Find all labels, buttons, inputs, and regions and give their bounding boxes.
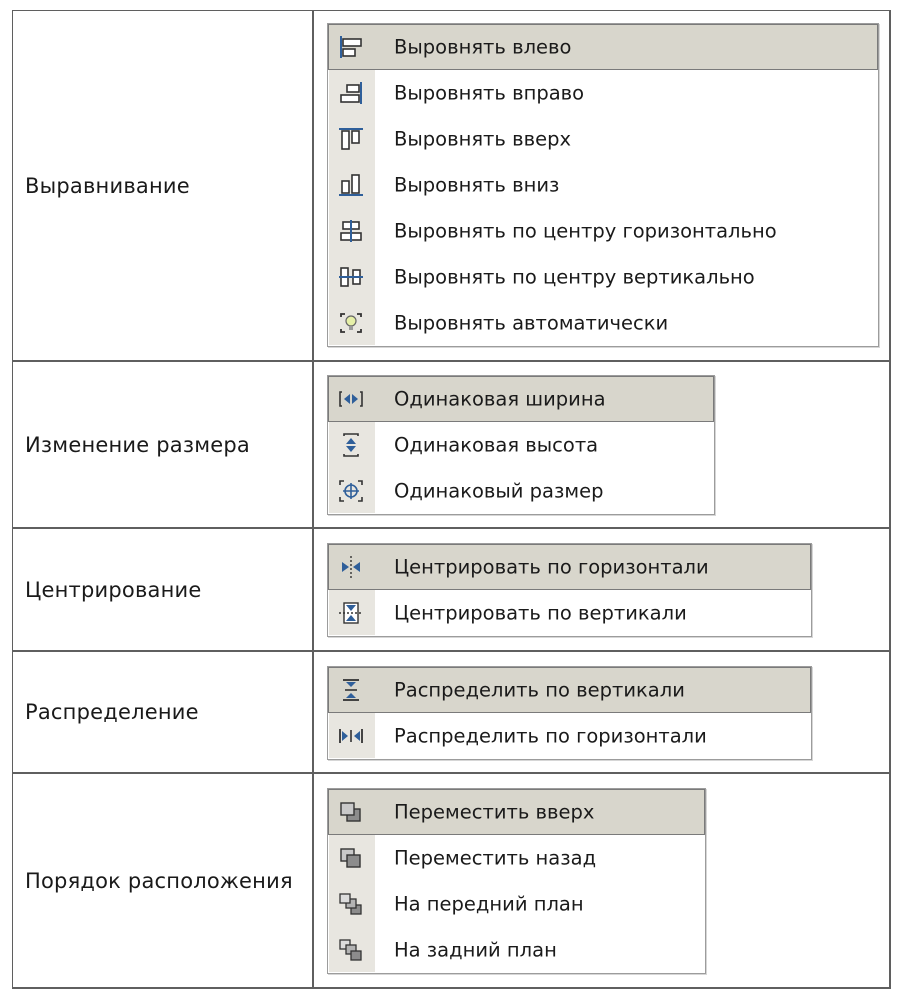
menu-item-label: Распределить по вертикали bbox=[394, 678, 685, 702]
table-row-resize bbox=[13, 362, 891, 529]
bring-to-front-icon bbox=[338, 892, 364, 916]
reference-table bbox=[12, 10, 891, 989]
menu-item-label: Переместить вверх bbox=[394, 800, 595, 824]
menu-item-label: Выровнять вправо bbox=[394, 81, 585, 105]
menu-item-send-to-back[interactable] bbox=[328, 927, 705, 973]
bring-forward-icon bbox=[338, 800, 364, 824]
menu-item-label: Выровнять вниз bbox=[394, 173, 560, 197]
table-row-order bbox=[13, 774, 891, 989]
align-center-vertical-icon bbox=[338, 265, 364, 289]
menu-item-send-backward[interactable] bbox=[328, 835, 705, 881]
menu-item-align-center-horizontal[interactable] bbox=[328, 208, 878, 254]
center-horizontal-icon bbox=[338, 555, 364, 579]
menu-item-align-auto[interactable] bbox=[328, 300, 878, 346]
section-content-cell bbox=[314, 362, 891, 527]
distribute-horizontal-icon bbox=[338, 724, 364, 748]
distribute-vertical-icon bbox=[338, 678, 364, 702]
menu-item-center-horizontal[interactable] bbox=[328, 544, 811, 590]
menu-item-align-left[interactable] bbox=[328, 24, 878, 70]
section-label-cell bbox=[13, 362, 314, 527]
align-bottom-icon bbox=[338, 173, 364, 197]
send-to-back-icon bbox=[338, 938, 364, 962]
section-label-cell bbox=[13, 774, 314, 987]
section-label-cell bbox=[13, 529, 314, 650]
menu-item-distribute-vertical[interactable] bbox=[328, 667, 811, 713]
menu-item-label: На передний план bbox=[394, 892, 584, 916]
menu-item-same-height[interactable] bbox=[328, 422, 714, 468]
menu-item-label: Одинаковый размер bbox=[394, 479, 604, 503]
menu-item-label: Распределить по горизонтали bbox=[394, 724, 707, 748]
menu-item-label: Выровнять вверх bbox=[394, 127, 572, 151]
order-menu bbox=[327, 788, 706, 974]
table-row-distribution bbox=[13, 652, 891, 774]
menu-item-label: Центрировать по вертикали bbox=[394, 601, 687, 625]
menu-item-bring-to-front[interactable] bbox=[328, 881, 705, 927]
section-label: Изменение размера bbox=[25, 432, 250, 457]
section-label-cell bbox=[13, 652, 314, 772]
menu-item-align-center-vertical[interactable] bbox=[328, 254, 878, 300]
align-right-icon bbox=[338, 81, 364, 105]
section-label: Выравнивание bbox=[25, 173, 190, 198]
menu-item-align-bottom[interactable] bbox=[328, 162, 878, 208]
menu-item-label: Выровнять по центру горизонтально bbox=[394, 219, 777, 243]
section-content-cell bbox=[314, 652, 891, 772]
section-label: Центрирование bbox=[25, 577, 202, 602]
resize-menu bbox=[327, 375, 715, 515]
table-row-alignment bbox=[13, 11, 891, 362]
menu-item-label: Выровнять влево bbox=[394, 35, 572, 59]
menu-item-bring-forward[interactable] bbox=[328, 789, 705, 835]
menu-item-label: Выровнять автоматически bbox=[394, 311, 669, 335]
same-size-icon bbox=[338, 479, 364, 503]
menu-item-align-top[interactable] bbox=[328, 116, 878, 162]
table-row-centering bbox=[13, 529, 891, 652]
align-top-icon bbox=[338, 127, 364, 151]
align-center-horizontal-icon bbox=[338, 219, 364, 243]
section-label-cell bbox=[13, 11, 314, 360]
menu-item-distribute-horizontal[interactable] bbox=[328, 713, 811, 759]
align-left-icon bbox=[338, 35, 364, 59]
same-height-icon bbox=[338, 433, 364, 457]
menu-item-label: Выровнять по центру вертикально bbox=[394, 265, 755, 289]
menu-item-label: Центрировать по горизонтали bbox=[394, 555, 709, 579]
section-content-cell bbox=[314, 11, 891, 360]
menu-item-align-right[interactable] bbox=[328, 70, 878, 116]
menu-item-same-size[interactable] bbox=[328, 468, 714, 514]
centering-menu bbox=[327, 543, 812, 637]
section-content-cell bbox=[314, 529, 891, 650]
menu-item-label: Одинаковая высота bbox=[394, 433, 599, 457]
section-label: Порядок расположения bbox=[25, 868, 293, 893]
distribution-menu bbox=[327, 666, 812, 760]
menu-item-center-vertical[interactable] bbox=[328, 590, 811, 636]
align-auto-icon bbox=[338, 311, 364, 335]
center-vertical-icon bbox=[338, 601, 364, 625]
same-width-icon bbox=[338, 387, 364, 411]
section-content-cell bbox=[314, 774, 891, 987]
menu-item-label: Одинаковая ширина bbox=[394, 387, 606, 411]
menu-item-label: На задний план bbox=[394, 938, 557, 962]
alignment-menu bbox=[327, 23, 879, 347]
menu-item-label: Переместить назад bbox=[394, 846, 597, 870]
section-label: Распределение bbox=[25, 700, 199, 724]
send-backward-icon bbox=[338, 846, 364, 870]
menu-item-same-width[interactable] bbox=[328, 376, 714, 422]
